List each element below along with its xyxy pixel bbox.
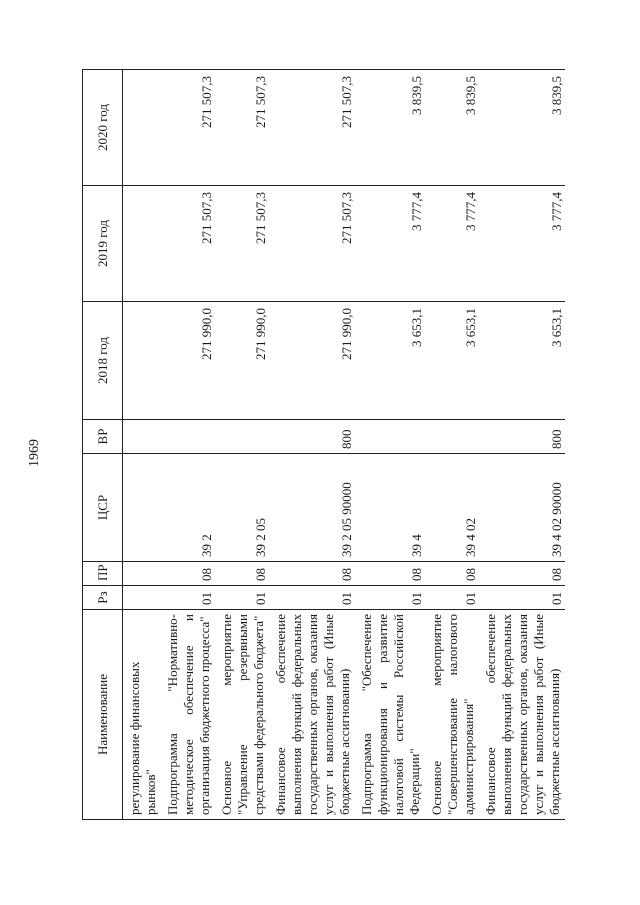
table-row xyxy=(355,70,425,820)
row-vr xyxy=(425,420,479,454)
column-header-rz: Рз xyxy=(83,586,123,610)
row-vr: 800 xyxy=(479,420,565,454)
table-row xyxy=(269,70,355,820)
row-2020 xyxy=(123,70,162,186)
row-csr: 39 4 02 xyxy=(425,454,479,562)
row-pr: 08 xyxy=(161,562,215,586)
row-vr xyxy=(123,420,162,454)
row-rz xyxy=(123,586,162,610)
row-rz: 01 xyxy=(215,586,269,610)
row-vr xyxy=(215,420,269,454)
table-row xyxy=(425,70,479,820)
row-2018: 271 990,0 xyxy=(269,302,355,420)
row-pr xyxy=(123,562,162,586)
column-header-name: Наименование xyxy=(83,610,123,820)
row-2019: 271 507,3 xyxy=(161,186,215,302)
row-pr: 08 xyxy=(479,562,565,586)
row-csr: 39 2 xyxy=(161,454,215,562)
row-pr: 08 xyxy=(269,562,355,586)
row-csr: 39 2 05 90000 xyxy=(269,454,355,562)
row-csr: 39 4 02 90000 xyxy=(479,454,565,562)
column-header-2018: 2018 год xyxy=(83,302,123,420)
row-rz: 01 xyxy=(425,586,479,610)
row-pr: 08 xyxy=(355,562,425,586)
row-2019 xyxy=(123,186,162,302)
row-csr xyxy=(123,454,162,562)
column-header-2019: 2019 год xyxy=(83,186,123,302)
row-2020: 271 507,3 xyxy=(269,70,355,186)
table-row xyxy=(215,70,269,820)
row-rz: 01 xyxy=(479,586,565,610)
row-2018: 3 653,1 xyxy=(479,302,565,420)
table-row xyxy=(123,70,162,820)
row-name: Подпрограмма "Нормативно-методическое обеспечение и организация бюджетного процесса" xyxy=(161,610,215,820)
column-header-vr: ВР xyxy=(83,420,123,454)
row-2020: 3 839,5 xyxy=(479,70,565,186)
row-2019: 3 777,4 xyxy=(355,186,425,302)
row-csr: 39 2 05 xyxy=(215,454,269,562)
row-name: Финансовое обеспечение выполнения функций федеральных государственных органов, оказания услуг и выполнения работ (Иные бюджетные ассигнования) xyxy=(479,610,565,820)
row-2019: 271 507,3 xyxy=(215,186,269,302)
budget-table-container xyxy=(82,70,604,820)
row-vr: 800 xyxy=(269,420,355,454)
row-2018: 3 653,1 xyxy=(355,302,425,420)
column-header-csr: ЦСР xyxy=(83,454,123,562)
row-2019: 271 507,3 xyxy=(269,186,355,302)
row-csr: 39 4 xyxy=(355,454,425,562)
row-vr xyxy=(355,420,425,454)
row-2019: 3 777,4 xyxy=(479,186,565,302)
row-2020: 271 507,3 xyxy=(161,70,215,186)
column-header-pr: ПР xyxy=(83,562,123,586)
row-name: Основное мероприятие "Управление резервными средствами федерального бюджета" xyxy=(215,610,269,820)
row-2019: 3 777,4 xyxy=(425,186,479,302)
row-name: Финансовое обеспечение выполнения функций федеральных государственных органов, оказания услуг и выполнения работ (Иные бюджетные ассигнования) xyxy=(269,610,355,820)
column-header-2020: 2020 год xyxy=(83,70,123,186)
row-name: Подпрограмма "Обеспечение функционирования и развитие налоговой системы Российской Федерации" xyxy=(355,610,425,820)
row-rz: 01 xyxy=(161,586,215,610)
row-2018: 271 990,0 xyxy=(161,302,215,420)
row-vr xyxy=(161,420,215,454)
row-rz: 01 xyxy=(355,586,425,610)
row-2020: 271 507,3 xyxy=(215,70,269,186)
row-name: Основное мероприятие "Совершенствование налогового администрирования" xyxy=(425,610,479,820)
row-pr: 08 xyxy=(425,562,479,586)
row-2018: 271 990,0 xyxy=(215,302,269,420)
budget-table xyxy=(82,69,565,820)
page-number: 1969 xyxy=(27,439,42,467)
table-row xyxy=(479,70,565,820)
header-row xyxy=(83,70,123,820)
table-row xyxy=(161,70,215,820)
row-name: регулирование финансовых рынков" xyxy=(123,610,162,820)
row-rz: 01 xyxy=(269,586,355,610)
row-2020: 3 839,5 xyxy=(425,70,479,186)
row-2020: 3 839,5 xyxy=(355,70,425,186)
row-2018: 3 653,1 xyxy=(425,302,479,420)
row-2018 xyxy=(123,302,162,420)
row-pr: 08 xyxy=(215,562,269,586)
